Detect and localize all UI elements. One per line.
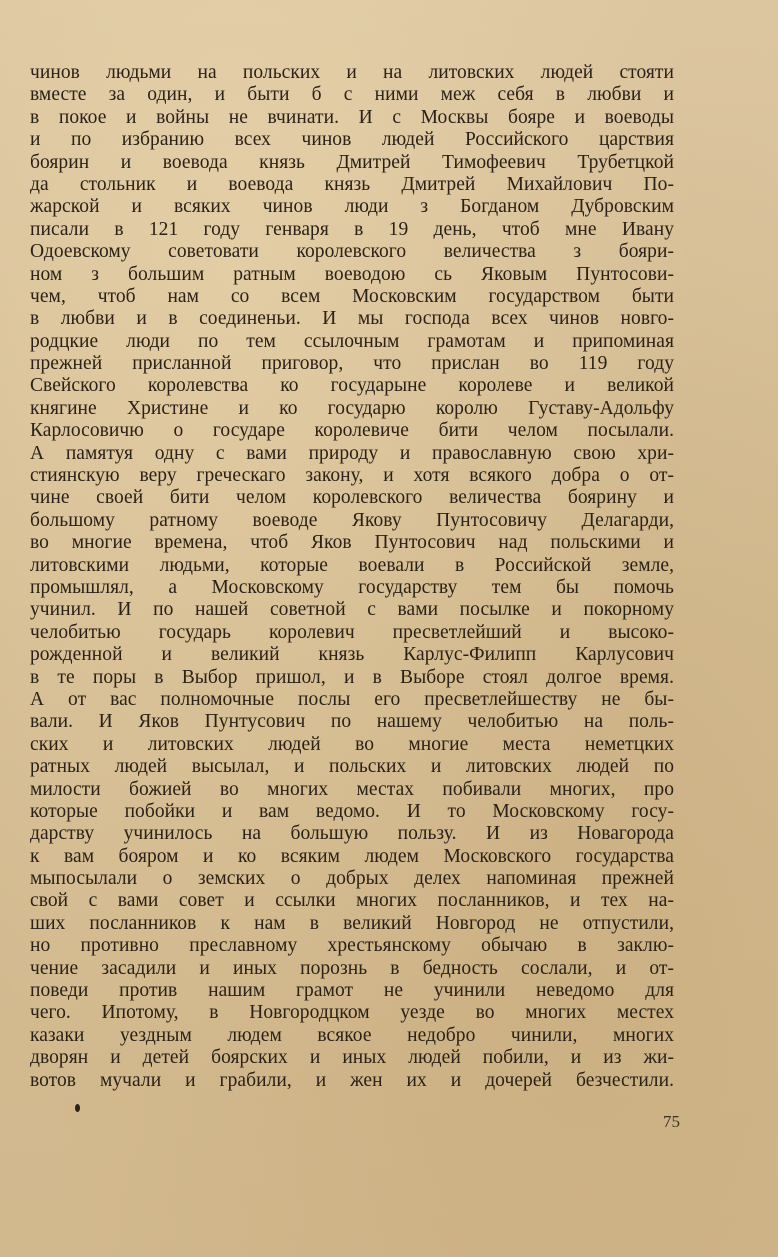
text-line: промышлял, а Московскому государству тем бы помочь [30,576,674,598]
text-line: А от вас полномочные послы его пресветлейшеству не бы- [30,688,674,710]
text-line: литовскими людьми, которые воевали в Российской земле, [30,554,674,576]
text-line: в покое и войны не вчинати. И с Москвы бояре и воеводы [30,106,674,128]
text-line: свой с вами совет и ссылки многих посланников, и тех на- [30,890,674,912]
text-line: прежней присланной приговор, что прислан во 119 году [30,353,674,375]
text-line: боярин и воевода князь Дмитрей Тимофеевич Трубетцкой [30,151,674,173]
text-line: казаки уездным людем всякое недобро чинили, многих [30,1024,674,1046]
text-line: писали в 121 году генваря в 19 день, чтоб мне Ивану [30,218,674,240]
text-line: ших посланников к нам в великий Новгород не отпустили, [30,912,674,934]
text-line: поведи против нашим грамот не учинили неведомо для [30,980,674,1002]
text-line: Свейского королевства ко государыне королеве и великой [30,375,674,397]
text-line: А памятуя одну с вами природу и православную свою хри- [30,442,674,464]
text-line: чем, чтоб нам со всем Московским государством быти [30,285,674,307]
text-line: чине своей бити челом королевского величества боярину и [30,487,674,509]
text-line: и по избранию всех чинов людей Российского царствия [30,129,674,151]
text-line: жарской и всяких чинов люди з Богданом Дубровским [30,196,674,218]
text-line: Карлосовичю о государе королевиче бити челом посылали. [30,420,674,442]
text-line: вотов мучали и грабили, и жен их и дочерей безчестили. [30,1069,674,1091]
body-text [30,62,674,1092]
text-line: учинил. И по нашей советной с вами посылке и покорному [30,599,674,621]
page-number: 75 [663,1112,680,1131]
text-line: чего. Ипотому, в Новгородцком уезде во многих местех [30,1002,674,1024]
text-line: во многие времена, чтоб Яков Пунтосович над польскими и [30,532,674,554]
ink-mark [75,1104,80,1112]
text-line: дворян и детей боярских и иных людей побили, и из жи- [30,1047,674,1069]
text-line: да стольник и воевода князь Дмитрей Михайлович По- [30,173,674,195]
text-line: чинов людьми на польских и на литовских людей стояти [30,62,674,83]
text-line: стиянскую веру греческаго закону, и хотя всякого добра о от- [30,465,674,487]
text-line: дарству учинилось на большую пользу. И из Новагорода [30,823,674,845]
text-line: родцкие люди по тем ссылочным грамотам и припоминая [30,330,674,352]
text-line: ратных людей высылал, и польских и литовских людей по [30,756,674,778]
text-line: Одоевскому советовати королевского величества з бояри- [30,241,674,263]
text-line: ном з большим ратным воеводою сь Яковым Пунтосови- [30,263,674,285]
text-line: большому ратному воеводе Якову Пунтосовичу Делагарди, [30,509,674,531]
text-line: но противно преславному хрестьянскому обычаю в заклю- [30,935,674,957]
text-line: княгине Христине и ко государю королю Густаву-Адольфу [30,397,674,419]
text-line: вали. И Яков Пунтусович по нашему челобитью на поль- [30,711,674,733]
text-line: чение засадили и иных порознь в бедность сослали, и от- [30,957,674,979]
text-line: вместе за один, и быти б с ними меж себя в любви и [30,84,674,106]
text-line: в любви и в соединеньи. И мы господа всех чинов новго- [30,308,674,330]
text-line: рожденной и великий князь Карлус-Филипп Карлусович [30,644,674,666]
text-line: милости божией во многих местах побивали многих, про [30,778,674,800]
text-line: к вам бояром и ко всяким людем Московского государства [30,845,674,867]
text-line: ских и литовских людей во многие места неметцких [30,733,674,755]
text-line: в те поры в Выбор пришол, и в Выборе стоял долгое время. [30,666,674,688]
text-line: челобитью государь королевич пресветлейший и высоко- [30,621,674,643]
text-line: мыпосылали о земских о добрых делех напоминая прежней [30,868,674,890]
text-line: которые побойки и вам ведомо. И то Московскому госу- [30,800,674,822]
